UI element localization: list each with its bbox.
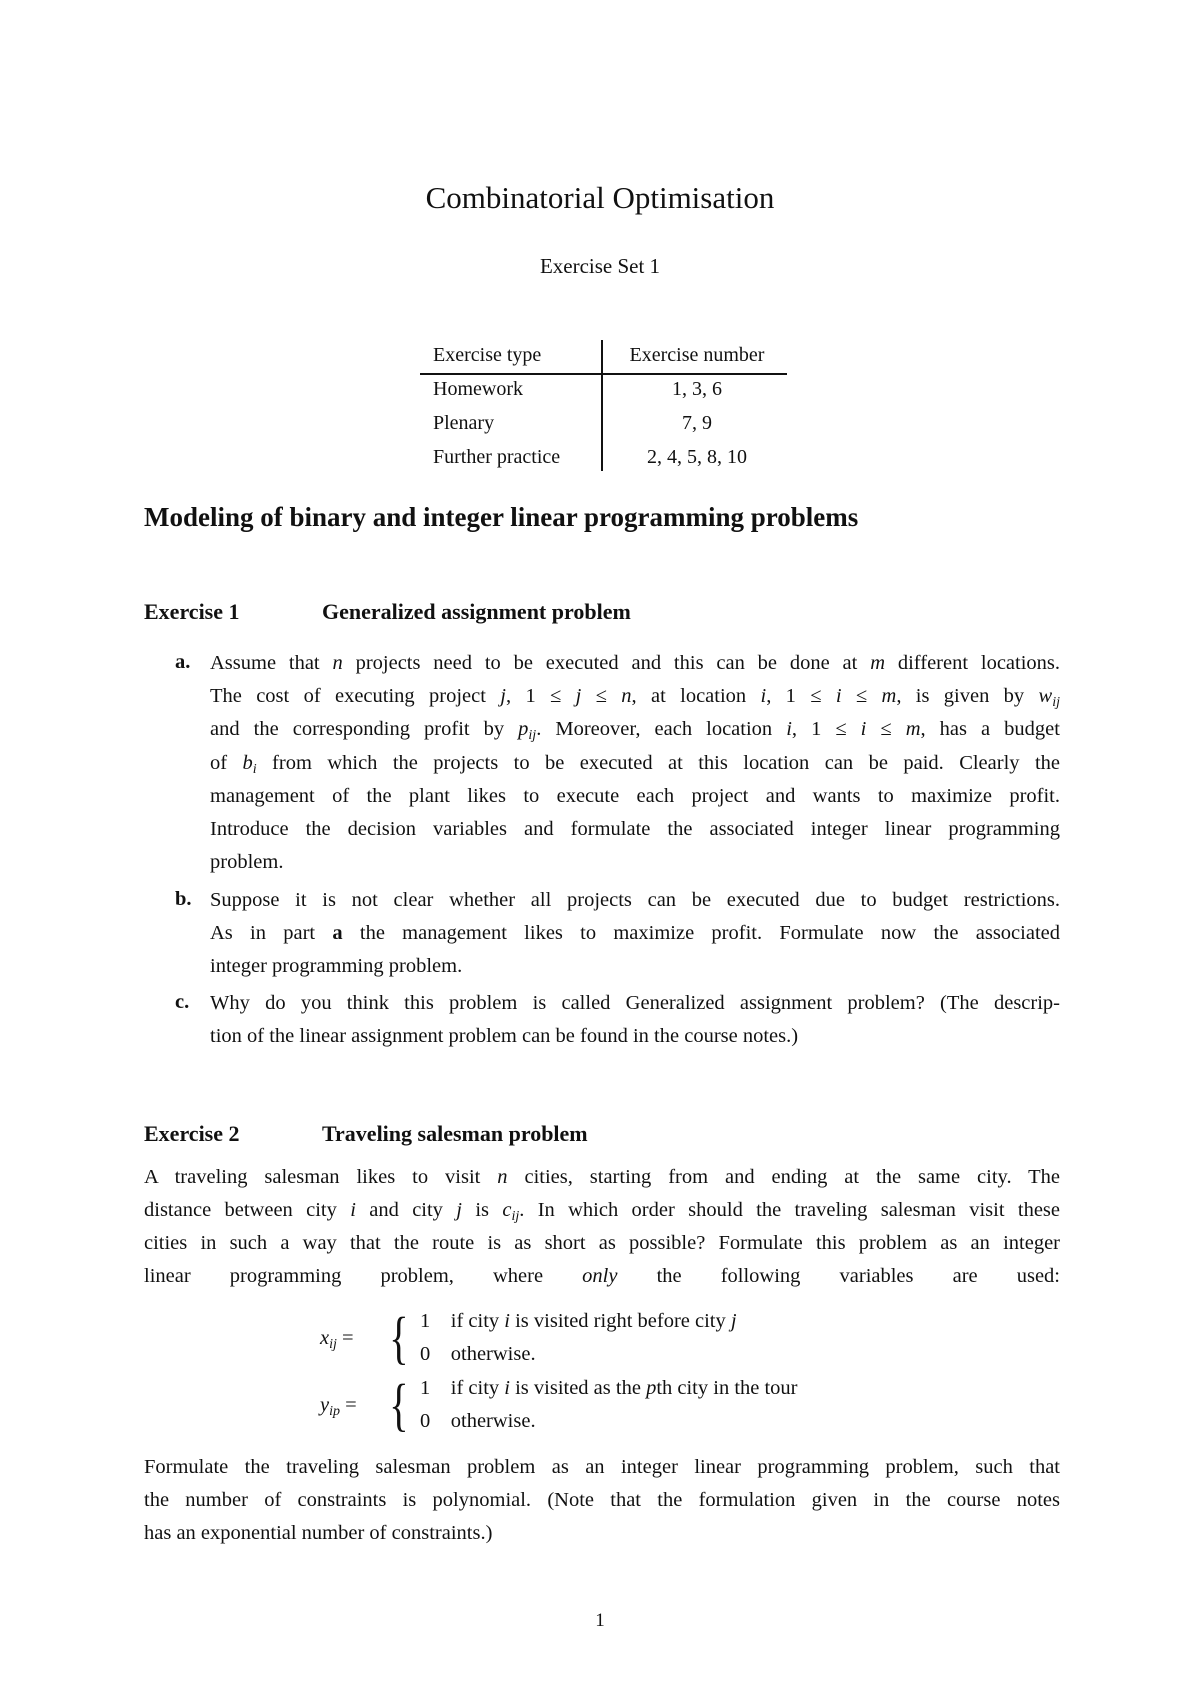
table-header: Exercise number: [629, 344, 765, 366]
text-segment: , 1 ≤: [791, 718, 861, 741]
text-segment: and city: [355, 1199, 457, 1221]
text-line: [144, 1451, 1060, 1484]
text-line: [144, 1484, 1060, 1517]
math-symbol: m: [870, 652, 885, 674]
text-segment: th city in the tour: [656, 1377, 798, 1399]
text-segment: , 1 ≤: [505, 685, 576, 708]
math-symbol: i: [504, 1310, 510, 1332]
left-brace-icon: {: [389, 1372, 409, 1437]
math-symbol: ij: [511, 1209, 520, 1224]
text-segment: integer programming problem.: [210, 955, 463, 978]
section-heading: Modeling of binary and integer linear programming problems: [144, 502, 859, 532]
text-line: [210, 780, 1060, 813]
math-symbol: ip: [329, 1404, 340, 1419]
text-segment: from which the projects to be executed at this location can be paid. Clearly the: [256, 751, 1060, 774]
text-segment: A traveling salesman likes to visit: [144, 1166, 498, 1188]
math-symbol: j: [575, 685, 582, 708]
text-segment: a: [332, 922, 343, 945]
text-segment: Formulate the traveling salesman problem as an integer linear programming problem, such that: [144, 1456, 1060, 1478]
math-symbol: i: [252, 761, 257, 777]
text-segment: tion of the linear assignment problem can be found in the course notes.): [210, 1025, 799, 1048]
text-segment: if city: [430, 1310, 505, 1332]
table-cell: 7, 9: [682, 412, 712, 434]
math-symbol: j: [500, 685, 506, 708]
table-cell: Plenary: [433, 412, 495, 434]
text-line: [210, 950, 1060, 983]
text-segment: 1: [420, 1377, 431, 1399]
text-segment: linear programming problem, where: [144, 1265, 583, 1287]
table-cell: 2, 4, 5, 8, 10: [647, 446, 747, 468]
text-segment: . Moreover, each location: [536, 718, 787, 741]
math-symbol: i: [350, 1199, 356, 1221]
text-segment: is: [461, 1199, 503, 1221]
text-segment: Why do you think this problem is called Generalized assignment problem? (The descrip-: [210, 992, 1060, 1014]
text-segment: of: [210, 751, 243, 774]
text-segment: distance between city: [144, 1199, 351, 1221]
math-symbol: ij: [528, 728, 537, 744]
item-label: a.: [175, 651, 191, 673]
text-segment: 1: [420, 1310, 431, 1332]
text-segment: the number of constraints is polynomial. (Note that the formulation given in the course notes: [144, 1489, 1060, 1511]
text-segment: projects need to be executed and this can be done at: [342, 652, 871, 674]
table-rule: [420, 373, 787, 375]
math-symbol: p: [646, 1377, 657, 1399]
text-line: [420, 1305, 737, 1338]
math-symbol: j: [456, 1199, 462, 1221]
text-line: [210, 884, 1060, 917]
text-segment: the management likes to maximize profit. Formulate now the associated: [342, 922, 1060, 945]
table-cell: 1, 3, 6: [672, 378, 722, 400]
math-symbol: b: [242, 751, 253, 774]
text-line: [420, 1372, 798, 1405]
math-symbol: i: [835, 685, 842, 708]
text-segment: ≤: [841, 685, 882, 708]
math-symbol: j: [730, 1310, 737, 1332]
math-symbol: i: [760, 685, 767, 708]
text-segment: if city: [430, 1377, 505, 1399]
math-symbol: i: [504, 1377, 510, 1399]
text-segment: 0: [420, 1343, 431, 1365]
text-segment: has an exponential number of constraints.): [144, 1522, 493, 1544]
math-symbol: i: [860, 718, 867, 741]
text-line: [144, 1517, 1060, 1550]
text-line: [210, 987, 1060, 1020]
math-symbol: y: [320, 1394, 330, 1416]
math-symbol: m: [905, 718, 921, 741]
text-segment: cities in such a way that the route is as short as possible? Formulate this problem as an integer: [144, 1232, 1060, 1254]
text-segment: ≤: [866, 718, 906, 741]
math-symbol: only: [582, 1265, 618, 1287]
text-segment: Suppose it is not clear whether all projects can be executed due to budget restrictions.: [210, 889, 1060, 911]
item-label: c.: [175, 991, 190, 1013]
text-line: [210, 917, 1060, 950]
text-segment: otherwise.: [430, 1343, 536, 1365]
text-segment: different locations.: [885, 652, 1061, 674]
text-line: [144, 1260, 1060, 1293]
text-segment: the following variables are used:: [617, 1265, 1060, 1287]
document-subtitle: Exercise Set 1: [539, 254, 661, 278]
equals-sign: =: [342, 1327, 354, 1349]
text-segment: Introduce the decision variables and formulate the associated integer linear programming: [210, 818, 1060, 840]
text-line: [210, 647, 1060, 680]
text-segment: problem.: [210, 851, 284, 874]
text-line: [420, 1405, 536, 1438]
text-segment: Assume that: [210, 652, 333, 674]
math-symbol: c: [502, 1199, 512, 1221]
text-line: [210, 846, 1060, 879]
text-segment: , at location: [631, 685, 761, 708]
text-segment: 0: [420, 1410, 431, 1432]
exercise-2-label: Exercise 2: [144, 1121, 240, 1146]
exercise-2-title: Traveling salesman problem: [322, 1121, 588, 1146]
item-label: b.: [175, 888, 192, 910]
math-symbol: n: [332, 652, 343, 674]
table-header: Exercise type: [433, 344, 542, 366]
text-line: [144, 1161, 1060, 1194]
math-symbol: x: [320, 1327, 330, 1349]
math-symbol: i: [786, 718, 792, 741]
text-segment: . In which order should the traveling salesman visit these: [519, 1199, 1060, 1221]
table-cell: Further practice: [433, 446, 561, 468]
page-number: 1: [595, 1610, 605, 1631]
text-segment: The cost of executing project: [210, 685, 501, 708]
text-line: [210, 1020, 1060, 1053]
text-segment: is visited right before city: [509, 1310, 731, 1332]
equation-lhs: [320, 1322, 354, 1361]
math-symbol: n: [621, 685, 632, 708]
text-line: [210, 813, 1060, 846]
exercise-1-title: Generalized assignment problem: [322, 599, 631, 624]
document-title: Combinatorial Optimisation: [425, 180, 775, 215]
math-symbol: w: [1038, 685, 1053, 708]
text-segment: is visited as the: [509, 1377, 647, 1399]
equation-lhs: [320, 1389, 357, 1428]
text-segment: otherwise.: [430, 1410, 536, 1432]
left-brace-icon: {: [389, 1305, 409, 1370]
text-segment: management of the plant likes to execute each project and wants to maximize profit.: [210, 784, 1060, 807]
table-cell: Homework: [433, 378, 523, 400]
math-symbol: p: [518, 718, 529, 741]
text-line: [420, 1338, 536, 1371]
text-segment: cities, starting from and ending at the same city. The: [507, 1166, 1061, 1188]
math-symbol: ij: [1052, 695, 1060, 711]
equals-sign: =: [345, 1394, 357, 1416]
text-segment: , has a budget: [920, 718, 1060, 741]
math-symbol: ij: [329, 1337, 337, 1352]
text-segment: As in part: [210, 922, 333, 945]
text-segment: ≤: [581, 685, 622, 708]
math-symbol: n: [497, 1166, 508, 1188]
math-symbol: m: [881, 685, 897, 708]
exercise-1-label: Exercise 1: [144, 599, 240, 624]
text-segment: , 1 ≤: [766, 685, 836, 708]
text-segment: , is given by: [896, 685, 1039, 708]
text-segment: and the corresponding profit by: [210, 718, 519, 741]
text-line: [144, 1227, 1060, 1260]
